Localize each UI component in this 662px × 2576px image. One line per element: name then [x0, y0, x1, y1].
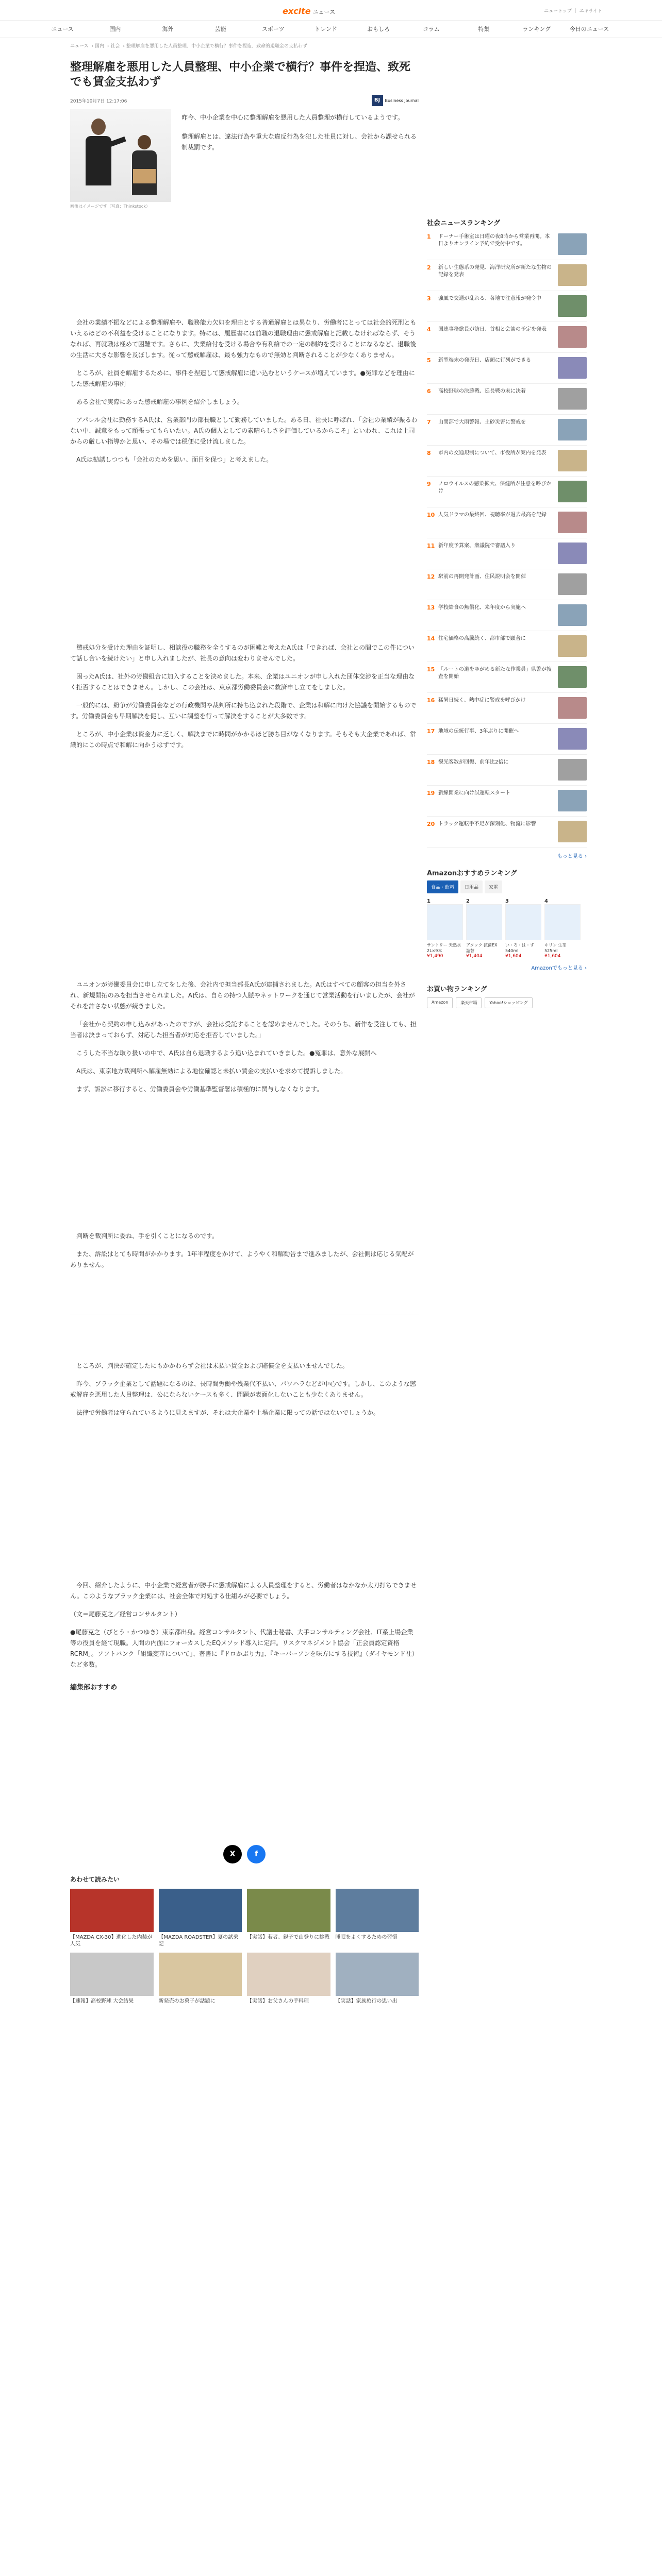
ranking-title: 社会ニュースランキング [427, 219, 500, 227]
breadcrumb: ニュース › 国内 › 社会 › 整理解雇を悪用した人員整理、中小企業で横行？事件を捏造、致命的退職金の支払わず [70, 44, 308, 49]
shopping-ranking-title: お買い物ランキング [427, 986, 487, 993]
ranking-number: 19 [427, 790, 435, 796]
amazon-ranking-title: Amazonおすすめランキング [427, 870, 517, 877]
shopping-tag[interactable]: Amazon [427, 997, 453, 1008]
ranking-text: 「ルートの道をゆがめる新たな作業員」県警が捜査を開始 [438, 667, 552, 680]
breadcrumb-item[interactable]: ニュース [70, 44, 89, 49]
photo-caption: 画像はイメージです（写真：Thinkstock） [70, 204, 150, 209]
paragraph: ユニオンが労働委員会に申し立てをした後、会社内で担当部長A氏が逮捕されました。A氏はすべての顧客の担当を外され、新規開拓のみを担当させられました。A氏は、自らの持つ人脈やネットワークを通じて営業活動を行いましたが、会社がそれを許さない状態が続きました。 [70, 981, 415, 1010]
paragraph: 昨今、ブラック企業として話題になるのは、長時間労働や残業代不払い、パワハラなどが中心です。しかし、このような懲戒解雇を悪用した人員整理は、公にならないケースも多く、問題が表面化しないことも少なくありません。 [70, 1380, 416, 1398]
source-logo-mark: BJ [372, 95, 383, 106]
ranking-item[interactable] [427, 322, 587, 353]
source-name: Business Journal [385, 98, 419, 103]
ranking-number: 2 [427, 264, 431, 271]
amazon-item[interactable]: 3 い・ろ・は・す 540ml ¥1,604 [505, 899, 541, 959]
ranking-item[interactable] [427, 260, 587, 291]
recommend-card[interactable]: 【MAZDA CX-30】進化した内装が人気 [70, 1889, 154, 1947]
recommend-grid [70, 1889, 419, 2005]
ranking-item[interactable] [427, 446, 587, 477]
ranking-thumbnail [558, 450, 587, 471]
ranking-item[interactable] [427, 755, 587, 786]
sidebar [427, 57, 587, 1008]
main-nav [0, 21, 662, 38]
amazon-tab[interactable]: 食品・飲料 [427, 880, 458, 893]
nav-item-world[interactable]: 海外 [162, 26, 174, 32]
ranking-item[interactable] [427, 538, 587, 569]
ranking-number: 14 [427, 635, 435, 642]
ranking-number: 10 [427, 512, 435, 518]
article-title: 整理解雇を悪用した人員整理、中小企業で横行？事件を捏造、致死でも賃金支払わず [70, 61, 411, 89]
ranking-thumbnail [558, 481, 587, 502]
amazon-items [427, 899, 587, 959]
ranking-text: 強風で交通が乱れる、各地で注意報が発令中 [438, 296, 541, 301]
ranking-item[interactable] [427, 631, 587, 662]
author-bio: ●尾藤克之（びとう・かつゆき）東京都出身。経営コンサルタント、代議士秘書、大手コンサルティング会社、IT系上場企業等の役員を経て現職。人間の内面にフォーカスしたEQメソッド導入に定評。リスクマネジメント協会「正会員認定資格RCRM」。ソフトバンク「組織変革について」、著書に『ドロかぶり力』、『キーパーソンを味方にする技術』（ダイヤモンド社）など多数。 [70, 1629, 418, 1668]
amazon-tabs [427, 880, 587, 893]
ranking-number: 8 [427, 450, 431, 456]
ranking-item[interactable] [427, 817, 587, 848]
ranking-text: 地域の伝統行事、3年ぶりに開催へ [438, 728, 519, 734]
ranking-text: 国連事務総長が訪日、首相と会談の予定を発表 [438, 327, 547, 332]
article-date: 2015年10月7日 12:17:06 [70, 98, 127, 104]
ranking-text: トラック運転手不足が深刻化、物流に影響 [438, 821, 536, 827]
amazon-item[interactable]: 2 アタック 抗菌EX 詰替 ¥1,404 [466, 899, 502, 959]
ranking-thumbnail [558, 635, 587, 657]
ranking-thumbnail [558, 233, 587, 255]
paragraph: ところが、中小企業は資金力に乏しく、解決までに時間がかかるほど勝ち目がなくなります。そもそも大企業であれば、常識的にこの時点で和解に向かうはずです。 [70, 731, 416, 749]
breadcrumb-item[interactable]: 社会 [110, 44, 120, 49]
ranking-item[interactable] [427, 415, 587, 446]
ranking-thumbnail [558, 295, 587, 317]
ranking-number: 13 [427, 604, 435, 611]
article-body-6 [70, 1580, 419, 1670]
ranking-number: 6 [427, 388, 431, 395]
ranking-list [427, 229, 587, 848]
ranking-item[interactable] [427, 291, 587, 322]
ranking-thumbnail [558, 604, 587, 626]
ranking-thumbnail [558, 759, 587, 781]
nav-item-sports[interactable]: スポーツ [262, 26, 285, 32]
recommend-card[interactable]: 睡眠をよくするための習慣 [336, 1889, 419, 1947]
ranking-number: 1 [427, 233, 431, 240]
ranking-number: 3 [427, 295, 431, 302]
recommend-card[interactable]: 【MAZDA ROADSTER】夏の試乗記 [159, 1889, 242, 1947]
paragraph: ところが、社員を解雇するために、事件を捏造して懲戒解雇に追い込むというケースが増えています。●冤罪などを理由にした懲戒解雇の事例 [70, 369, 415, 387]
ranking-text: 新線開業に向け試運転スタート [438, 790, 510, 796]
ranking-text: 山間部で大雨警報、土砂災害に警戒を [438, 419, 526, 425]
amazon-item[interactable]: 1 サントリー 天然水 2L×9本 ¥1,490 [427, 899, 463, 959]
ranking-number: 18 [427, 759, 435, 766]
article-lead [181, 109, 419, 209]
nav-item-entertainment[interactable]: 芸能 [214, 26, 226, 32]
nav-item-news[interactable]: ニュース [51, 26, 74, 32]
ranking-thumbnail [558, 728, 587, 750]
ranking-text: 高校野球の決勝戦、延長戦の末に決着 [438, 388, 526, 394]
breadcrumb-item[interactable]: 国内 [95, 44, 105, 49]
ranking-thumbnail [558, 388, 587, 410]
article-photo [70, 109, 171, 202]
ranking-number: 9 [427, 481, 431, 487]
article-body-4 [70, 1231, 419, 1270]
paragraph: 困ったA氏は、社外の労働組合に加入することを決めました。本来、企業はユニオンが申し入れた団体交渉を正当な理由なく拒否することはできません。しかし、この会社は、東京都労働委員会に救済申し立てをしました。 [70, 673, 415, 691]
ranking-item[interactable] [427, 569, 587, 600]
ranking-text: 猛暑日続く、熱中症に警戒を呼びかけ [438, 698, 526, 703]
nav-item-ranking[interactable]: ランキング [522, 26, 551, 32]
paragraph: 今回、紹介したように、中小企業で経営者が勝手に懲戒解雇による人員整理をすると、労働者はなかなか太刀打ちできません。このようなブラック企業には、社会全体で対処する仕組みが必要でしょう。 [70, 1582, 417, 1600]
share-facebook-icon[interactable]: f [247, 1845, 266, 1863]
paragraph: 会社の業績不振などによる整理解雇や、職務能力欠如を理由とする普通解雇とは異なり、労働者にとっては社会的死刑ともいえるほどの不利益を受けることになります。特には、履歴書には前職の退職理由に懲戒解雇と記載しなければならず、そうなれば、再就職は極めて困難です。さらに、失業給付を受ける場合や有利給での一定の制約を受けることになるなど、退職後の生活に大きな影響を及ぼします。従って懲戒解雇は、最も強力なもので無効と判断されることが少なくありません。 [70, 319, 417, 359]
ranking-text: 新年度予算案、衆議院で審議入り [438, 543, 516, 549]
recommend-card[interactable]: 【実話】お父さんの手料理 [247, 1953, 330, 2005]
source-logo[interactable] [372, 95, 419, 106]
ranking-item[interactable] [427, 786, 587, 817]
ranking-more-link[interactable]: もっと見る › [557, 854, 587, 859]
paragraph: 昨今、中小企業を中心に整理解雇を悪用した人員整理が横行しているようです。 [181, 114, 404, 121]
ranking-text: 新しい生態系の発見、海洋研究所が新たな生物の記録を発表 [438, 265, 552, 278]
ranking-thumbnail [558, 357, 587, 379]
ranking-item[interactable] [427, 477, 587, 507]
ranking-thumbnail [558, 666, 587, 688]
ranking-text: 住宅価格の高騰続く、都市部で顕著に [438, 636, 526, 641]
nav-item-column[interactable]: コラム [422, 26, 440, 32]
shopping-tag[interactable]: Yahoo!ショッピング [485, 997, 532, 1008]
ranking-text: 観光客数が回復、前年比2倍に [438, 759, 509, 765]
share-buttons [70, 1845, 419, 1863]
nav-item-domestic[interactable]: 国内 [109, 26, 121, 32]
recommend-card[interactable]: 【実話】家族旅行の思い出 [336, 1953, 419, 2005]
ranking-text: 駅前の再開発計画、住民説明会を開催 [438, 574, 526, 580]
ranking-text: 新型端末の発売日、店頭に行列ができる [438, 358, 531, 363]
recommend-card[interactable]: 新発売のお菓子が話題に [159, 1953, 242, 2005]
paragraph: ところが、判決が確定したにもかかわらず会社は未払い賃金および賠償金を支払いませんでした。 [76, 1362, 349, 1369]
paragraph: 「会社から契約の申し込みがあったのですが、会社は受託することを認めませんでした。そのうち、新作を受注しても、担当者は決まっておらず、対応した担当者が対応を拒否していました。」 [70, 1021, 417, 1039]
ranking-item[interactable] [427, 353, 587, 384]
ranking-item[interactable] [427, 507, 587, 538]
nav-item-funny[interactable]: おもしろ [367, 26, 390, 32]
ranking-text: 人気ドラマの最終回、視聴率が過去最高を記録 [438, 512, 547, 518]
ranking-number: 7 [427, 419, 431, 426]
paragraph: 法律で労働者は守られているように見えますが、それは大企業や上場企業に限っての話ではないでしょうか。 [76, 1409, 380, 1416]
ranking-item[interactable] [427, 600, 587, 631]
shopping-tags [427, 997, 587, 1008]
ranking-item[interactable] [427, 662, 587, 693]
top-header [0, 0, 662, 21]
paragraph: また、訴訟はとても時間がかかります。1年半程度をかけて、ようやく和解勧告まで進みましたが、会社側は応じる気配がありません。 [70, 1250, 414, 1268]
ranking-number: 12 [427, 573, 435, 580]
ranking-thumbnail [558, 697, 587, 719]
recommend-title: あわせて読みたい [70, 1876, 120, 1883]
share-x-icon[interactable]: X [223, 1845, 242, 1863]
header-links[interactable]: ニュートップ ｜ エキサイト [544, 9, 602, 14]
ranking-text: 学校給食の無償化、来年度から実施へ [438, 605, 526, 611]
ranking-thumbnail [558, 512, 587, 533]
paragraph: 整理解雇とは、違法行為や重大な違反行為を犯した社員に対し、会社から課せられる制裁罰です。 [181, 133, 417, 151]
ranking-number: 17 [427, 728, 435, 735]
ranking-item[interactable] [427, 693, 587, 724]
ranking-text: ドーナー手術室は日曜の夜8時から営業再開。本日よりオンライン予約で受付中です。 [438, 234, 550, 247]
amazon-more-link[interactable]: Amazonでもっと見る › [531, 965, 587, 971]
ranking-number: 5 [427, 357, 431, 364]
ranking-thumbnail [558, 419, 587, 440]
article-body-5 [70, 1361, 419, 1418]
article-body-1 [70, 317, 419, 465]
paragraph: 判断を裁判所に委ね、手を引くことになるのです。 [76, 1232, 219, 1240]
ranking-text: 市内の交通規制について、市役所が案内を発表 [438, 450, 547, 456]
paragraph: A氏は、東京地方裁判所へ解雇無効による地位確認と未払い賃金の支払いを求めて提訴しました。 [76, 1067, 347, 1075]
ranking-item[interactable] [427, 384, 587, 415]
article-main [70, 57, 419, 2005]
ranking-thumbnail [558, 821, 587, 842]
ranking-item[interactable] [427, 229, 587, 260]
paragraph: まず、訴訟に移行すると、労働委員会や労働基準監督署は積極的に関与しなくなります。 [76, 1086, 323, 1093]
ranking-thumbnail [558, 543, 587, 564]
ranking-number: 16 [427, 697, 435, 704]
ranking-thumbnail [558, 326, 587, 348]
amazon-tab[interactable]: 日用品 [460, 880, 483, 893]
paragraph: A氏は勧誘しつつも「会社のためを思い、面目を保つ」と考えました。 [76, 456, 273, 463]
article-body-3 [70, 979, 419, 1095]
ranking-number: 15 [427, 666, 435, 673]
breadcrumb-current: 整理解雇を悪用した人員整理、中小企業で横行？事件を捏造、致命的退職金の支払わず [126, 44, 308, 49]
recommend-card[interactable]: 【実話】若者、親子で山登りに挑戦 [247, 1889, 330, 1947]
shopping-tag[interactable]: 楽天市場 [456, 997, 482, 1008]
amazon-item[interactable]: 4 キリン 生茶 525ml ¥1,604 [544, 899, 581, 959]
recommend-card[interactable]: 【速報】高校野球 大会結果 [70, 1953, 154, 2005]
nav-item-trend[interactable]: トレンド [315, 26, 337, 32]
paragraph: ある会社で実際にあった懲戒解雇の事例を紹介しましょう。 [76, 398, 243, 405]
site-logo[interactable]: excite ニュース [283, 6, 336, 16]
ranking-number: 11 [427, 543, 435, 549]
nav-item-today[interactable]: 今日のニュース [569, 26, 609, 32]
paragraph: （文＝尾藤克之／経営コンサルタント） [70, 1611, 181, 1618]
ranking-number: 20 [427, 821, 435, 827]
paragraph: アパレル会社に勤務するA氏は、営業部門の部長職として勤務していました。ある日、社長に呼ばれ、「会社の業績が振るわない中、誠意をもって頑張ってもらいたい。A氏の個人としての素晴らしさを評価しているからこそ」といわれ、これは上司からの厳しい指導かと思い、その場では穏便に受け流しました。 [70, 416, 418, 445]
ranking-text: ノロウイルスの感染拡大、保健所が注意を呼びかけ [438, 481, 552, 494]
paragraph: 懲戒処分を受けた理由を証明し、相談役の職務を全うするのが困難と考えたA氏は「できれば、会社との間でこの件について話し合いを続けたい」と申し入れましたが、社長の意向は変わりませんでした。 [70, 644, 415, 662]
nav-item-special[interactable]: 特集 [478, 26, 490, 32]
ranking-thumbnail [558, 264, 587, 286]
editor-pick-title: 編集部おすすめ [70, 1684, 118, 1691]
ranking-thumbnail [558, 573, 587, 595]
ranking-item[interactable] [427, 724, 587, 755]
amazon-tab[interactable]: 家電 [485, 880, 502, 893]
article-body-2 [70, 642, 419, 751]
paragraph: こうした不当な取り扱いの中で、A氏は自ら退職するよう追い込まれていきました。●冤罪は、意外な展開へ [76, 1049, 377, 1057]
ranking-thumbnail [558, 790, 587, 811]
ranking-number: 4 [427, 326, 431, 333]
paragraph: 一般的には、紛争が労働委員会などの行政機関や裁判所に持ち込まれた段階で、企業は和解に向けた協議を開始するものです。労働委員会も早期解決を促し、互いに調整を行って解決をすることが大多数です。 [70, 702, 417, 720]
